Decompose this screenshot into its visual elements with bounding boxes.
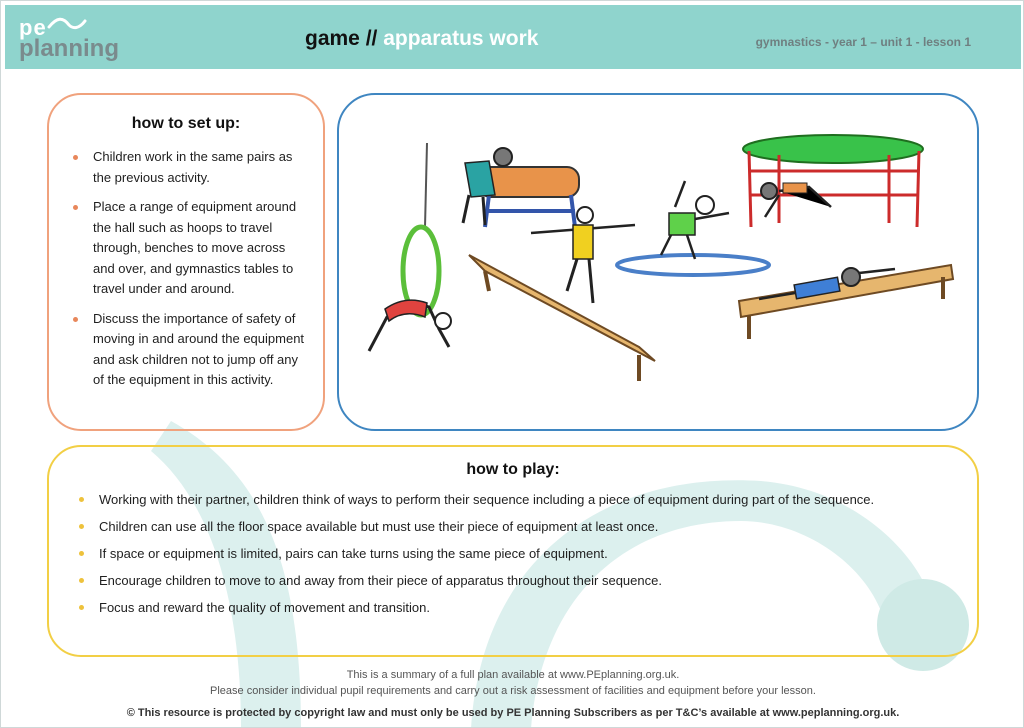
play-item: Children can use all the floor space available but must use their piece of equipment at least once. — [77, 518, 957, 535]
play-heading: how to play: — [466, 461, 560, 478]
logo-planning-text: planning — [19, 35, 119, 62]
logo-pe-text: pe — [19, 15, 47, 40]
header-band — [5, 5, 1021, 69]
footer-summary-note: This is a summary of a full plan available at www.PEplanning.org.uk. — [346, 669, 680, 681]
setup-list — [71, 147, 305, 391]
play-panel — [47, 445, 979, 657]
pe-planning-logo[interactable] — [17, 15, 117, 61]
play-item: Encourage children to move to and away from their piece of apparatus throughout their sequence. — [77, 572, 957, 589]
setup-item: Children work in the same pairs as the previous activity. — [71, 147, 305, 188]
breadcrumb: gymnastics - year 1 – unit 1 - lesson 1 — [755, 35, 971, 49]
setup-item: Place a range of equipment around the hall such as hoops to travel through, benches to move across and over, and gymnastics tables to travel under and around. — [71, 197, 305, 300]
setup-heading: how to set up: — [131, 115, 241, 132]
title-game: game // — [305, 27, 378, 50]
setup-item: Discuss the importance of safety of moving in and around the equipment and ask children not to jump off any of the equipment in this activity. — [71, 309, 305, 391]
play-list — [77, 491, 957, 616]
logo-wave-icon — [47, 17, 87, 31]
apparatus-illustration — [339, 95, 979, 431]
footer-copyright: © This resource is protected by copyright law and must only be used by PE Planning Subscribers as per T&C’s available at www.peplanning.org.uk. — [126, 707, 900, 719]
footer-risk-note: Please consider individual pupil requirements and carry out a risk assessment of facilities and equipment before your lesson. — [210, 685, 816, 697]
play-item: Focus and reward the quality of movement and transition. — [77, 599, 957, 616]
page-title — [305, 27, 538, 51]
play-item: If space or equipment is limited, pairs can take turns using the same piece of equipment. — [77, 545, 957, 562]
setup-panel — [47, 93, 325, 431]
play-item: Working with their partner, children think of ways to perform their sequence including a piece of equipment during part of the sequence. — [77, 491, 957, 508]
title-activity: apparatus work — [383, 27, 539, 50]
illustration-panel — [337, 93, 979, 431]
